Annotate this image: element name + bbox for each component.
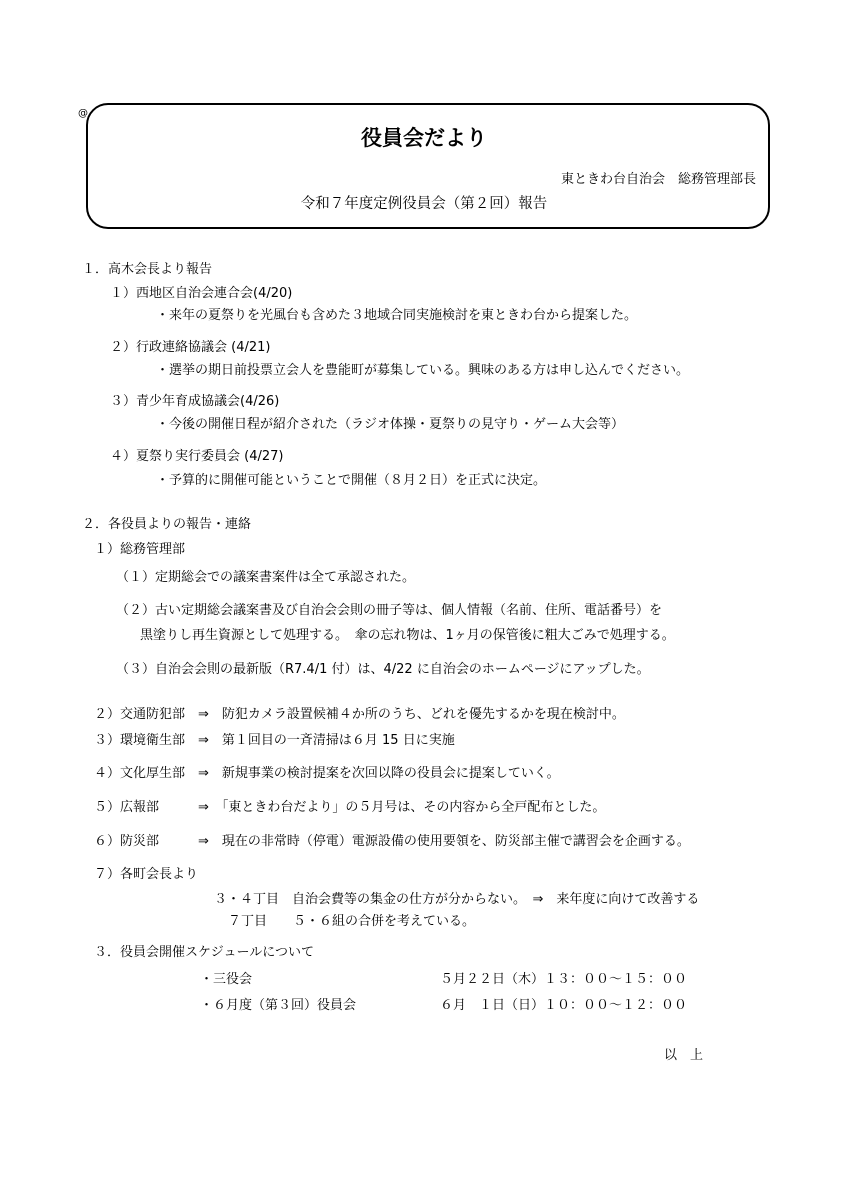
- schedule-name: ・６月度（第３回）役員会: [200, 998, 357, 1013]
- newsletter-title: 役員会だより: [361, 126, 487, 150]
- section3-heading: ３．役員会開催スケジュールについて: [94, 945, 314, 960]
- s1-item2-heading: ２）行政連絡協議会 (4/21): [110, 340, 271, 355]
- schedule-date: ５月２２日（木）１３：００〜１５：００: [440, 972, 688, 987]
- general-item1: （１）定期総会での議案書案件は全て承認された。: [116, 570, 416, 585]
- schedule-row: [200, 998, 687, 1014]
- closing: 以 上: [664, 1048, 704, 1063]
- dept-disaster: ６）防災部 ⇒ 現在の非常時（停電）電源設備の使用要領を、防災部主催で講習会を企画する。: [94, 834, 690, 849]
- s1-item1-detail: ・来年の夏祭りを光風台も含めた３地域合同実施検討を東ときわ台から提案した。: [156, 308, 638, 323]
- report-title: 令和７年度定例役員会（第２回）報告: [300, 196, 548, 212]
- corner-mark: @: [78, 108, 88, 119]
- general-affairs-heading: １）総務管理部: [94, 542, 186, 557]
- s1-item2-detail: ・選挙の期日前投票立会人を豊能町が募集している。興味のある方は申し込んでください。: [156, 363, 690, 378]
- dept-culture: ４）文化厚生部 ⇒ 新規事業の検討提案を次回以降の役員会に提案していく。: [94, 766, 560, 781]
- schedule-name: ・三役会: [200, 972, 253, 987]
- town-heading: ７）各町会長より: [94, 867, 199, 882]
- town-line2: ７丁目 ５・６組の合併を考えている。: [228, 914, 476, 929]
- s1-item4-detail: ・予算的に開催可能ということで開催（８月２日）を正式に決定。: [156, 473, 547, 488]
- dept-environment: ３）環境衛生部 ⇒ 第１回目の一斉清掃は６月 15 日に実施: [94, 733, 455, 748]
- s1-item3-heading: ３）青少年育成協議会(4/26): [110, 394, 280, 409]
- author-line: 東ときわ台自治会 総務管理部長: [560, 172, 756, 187]
- section2-heading: ２．各役員よりの報告・連絡: [82, 517, 252, 532]
- schedule-date: ６月 １日（日）１０：００〜１２：００: [440, 998, 688, 1013]
- schedule-row: [200, 972, 687, 988]
- dept-traffic: ２）交通防犯部 ⇒ 防犯カメラ設置候補４か所のうち、どれを優先するかを現在検討中。: [94, 707, 625, 722]
- town-line1: ３・４丁目 自治会費等の集金の仕方が分からない。 ⇒ 来年度に向けて改善する: [214, 892, 700, 907]
- general-item2-line2: 黒塗りし再生資源として処理する。 傘の忘れ物は、1ヶ月の保管後に粗大ごみで処理する。: [140, 628, 675, 643]
- s1-item3-detail: ・今後の開催日程が紹介された（ラジオ体操・夏祭りの見守り・ゲーム大会等）: [156, 417, 625, 432]
- s1-item4-heading: ４）夏祭り実行委員会 (4/27): [110, 449, 284, 464]
- section1-heading: １．高木会長より報告: [82, 262, 213, 277]
- s1-item1-heading: １）西地区自治会連合会(4/20): [110, 286, 293, 301]
- general-item3: （３）自治会会則の最新版（R7.4/1 付）は、4/22 に自治会のホームページにアップした。: [116, 662, 650, 677]
- general-item2-line1: （２）古い定期総会議案書及び自治会会則の冊子等は、個人情報（名前、住所、電話番号）を: [116, 603, 663, 618]
- dept-pr: ５）広報部 ⇒ 「東ときわ台だより」の５月号は、その内容から全戸配布とした。: [94, 800, 606, 815]
